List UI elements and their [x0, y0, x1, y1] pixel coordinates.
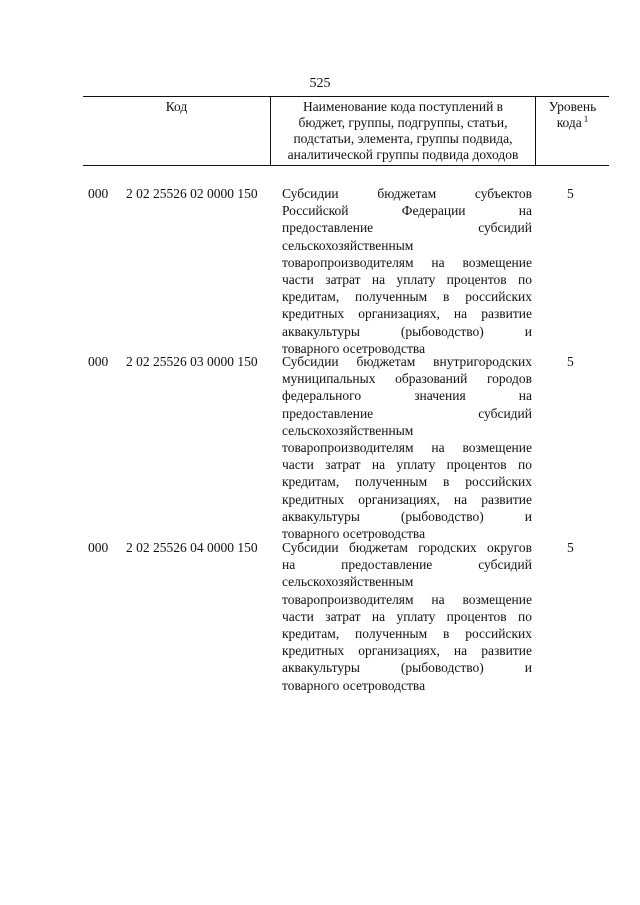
name-line: аквакультуры (рыбоводство) и [282, 508, 532, 524]
name-line: товарного осетроводства [282, 340, 426, 356]
header-level-line: кода $^1$ [556, 114, 589, 130]
name-line: кредитам, полученным в российских [282, 474, 532, 490]
name-line: сельскохозяйственным [282, 422, 414, 438]
code-name [282, 185, 532, 357]
name-line: Российской Федерации на [282, 203, 532, 219]
name-line: Субсидии бюджетам внутригородских [282, 354, 532, 369]
code-level: 5 [567, 186, 574, 201]
name-line: Субсидии бюджетам субъектов [282, 186, 532, 201]
admin-code: 000 [88, 354, 109, 369]
name-line: товаропроизводителям на возмещение [282, 439, 532, 455]
name-line: Субсидии бюджетам городских округов [282, 540, 532, 555]
name-line: муниципальных образований городов [282, 371, 532, 387]
header-code: Код [165, 99, 188, 114]
name-line: на предоставление субсидий [282, 557, 532, 573]
name-line: части затрат на уплату процентов по [282, 608, 532, 624]
header-name [271, 99, 535, 163]
footnote-marker: 1 [583, 114, 589, 124]
name-line: сельскохозяйственным [282, 574, 414, 590]
admin-code: 000 [88, 540, 109, 555]
name-line: сельскохозяйственным [282, 237, 414, 253]
name-line: товарного осетроводства [282, 525, 426, 541]
name-line: аквакультуры (рыбоводство) и [282, 660, 532, 676]
code-level: 5 [567, 354, 574, 369]
name-line: части затрат на уплату процентов по [282, 457, 532, 473]
name-line: товарного осетроводства [282, 677, 426, 693]
header-name-line: бюджет, группы, подгруппы, статьи, [298, 115, 508, 130]
table-header [83, 96, 609, 166]
name-line: кредитных организациях, на развитие [282, 643, 532, 659]
name-line: кредитам, полученным в российских [282, 625, 532, 641]
header-name-line: подстатьи, элемента, группы подвида, [293, 131, 513, 146]
code-name [282, 539, 532, 694]
name-line: кредитам, полученным в российских [282, 289, 532, 305]
header-name-line: аналитической группы подвида доходов [287, 147, 519, 162]
name-line: товаропроизводителям на возмещение [282, 254, 532, 270]
code-level: 5 [567, 540, 574, 555]
budget-code: 2 02 25526 03 0000 150 [126, 354, 258, 369]
page-number: 525 [309, 76, 331, 91]
admin-code: 000 [88, 186, 109, 201]
header-level [536, 99, 609, 132]
name-line: части затрат на уплату процентов по [282, 271, 532, 287]
name-line: федерального значения на [282, 388, 532, 404]
budget-code: 2 02 25526 02 0000 150 [126, 186, 258, 201]
name-line: кредитных организациях, на развитие [282, 491, 532, 507]
header-level-line: Уровень [548, 99, 597, 114]
name-line: предоставление субсидий [282, 405, 532, 421]
name-line: кредитных организациях, на развитие [282, 306, 532, 322]
code-name [282, 353, 532, 542]
name-line: товаропроизводителям на возмещение [282, 591, 532, 607]
name-line: предоставление субсидий [282, 220, 532, 236]
header-name-line: Наименование кода поступлений в [302, 99, 504, 114]
budget-code: 2 02 25526 04 0000 150 [126, 540, 258, 555]
name-line: аквакультуры (рыбоводство) и [282, 323, 532, 339]
